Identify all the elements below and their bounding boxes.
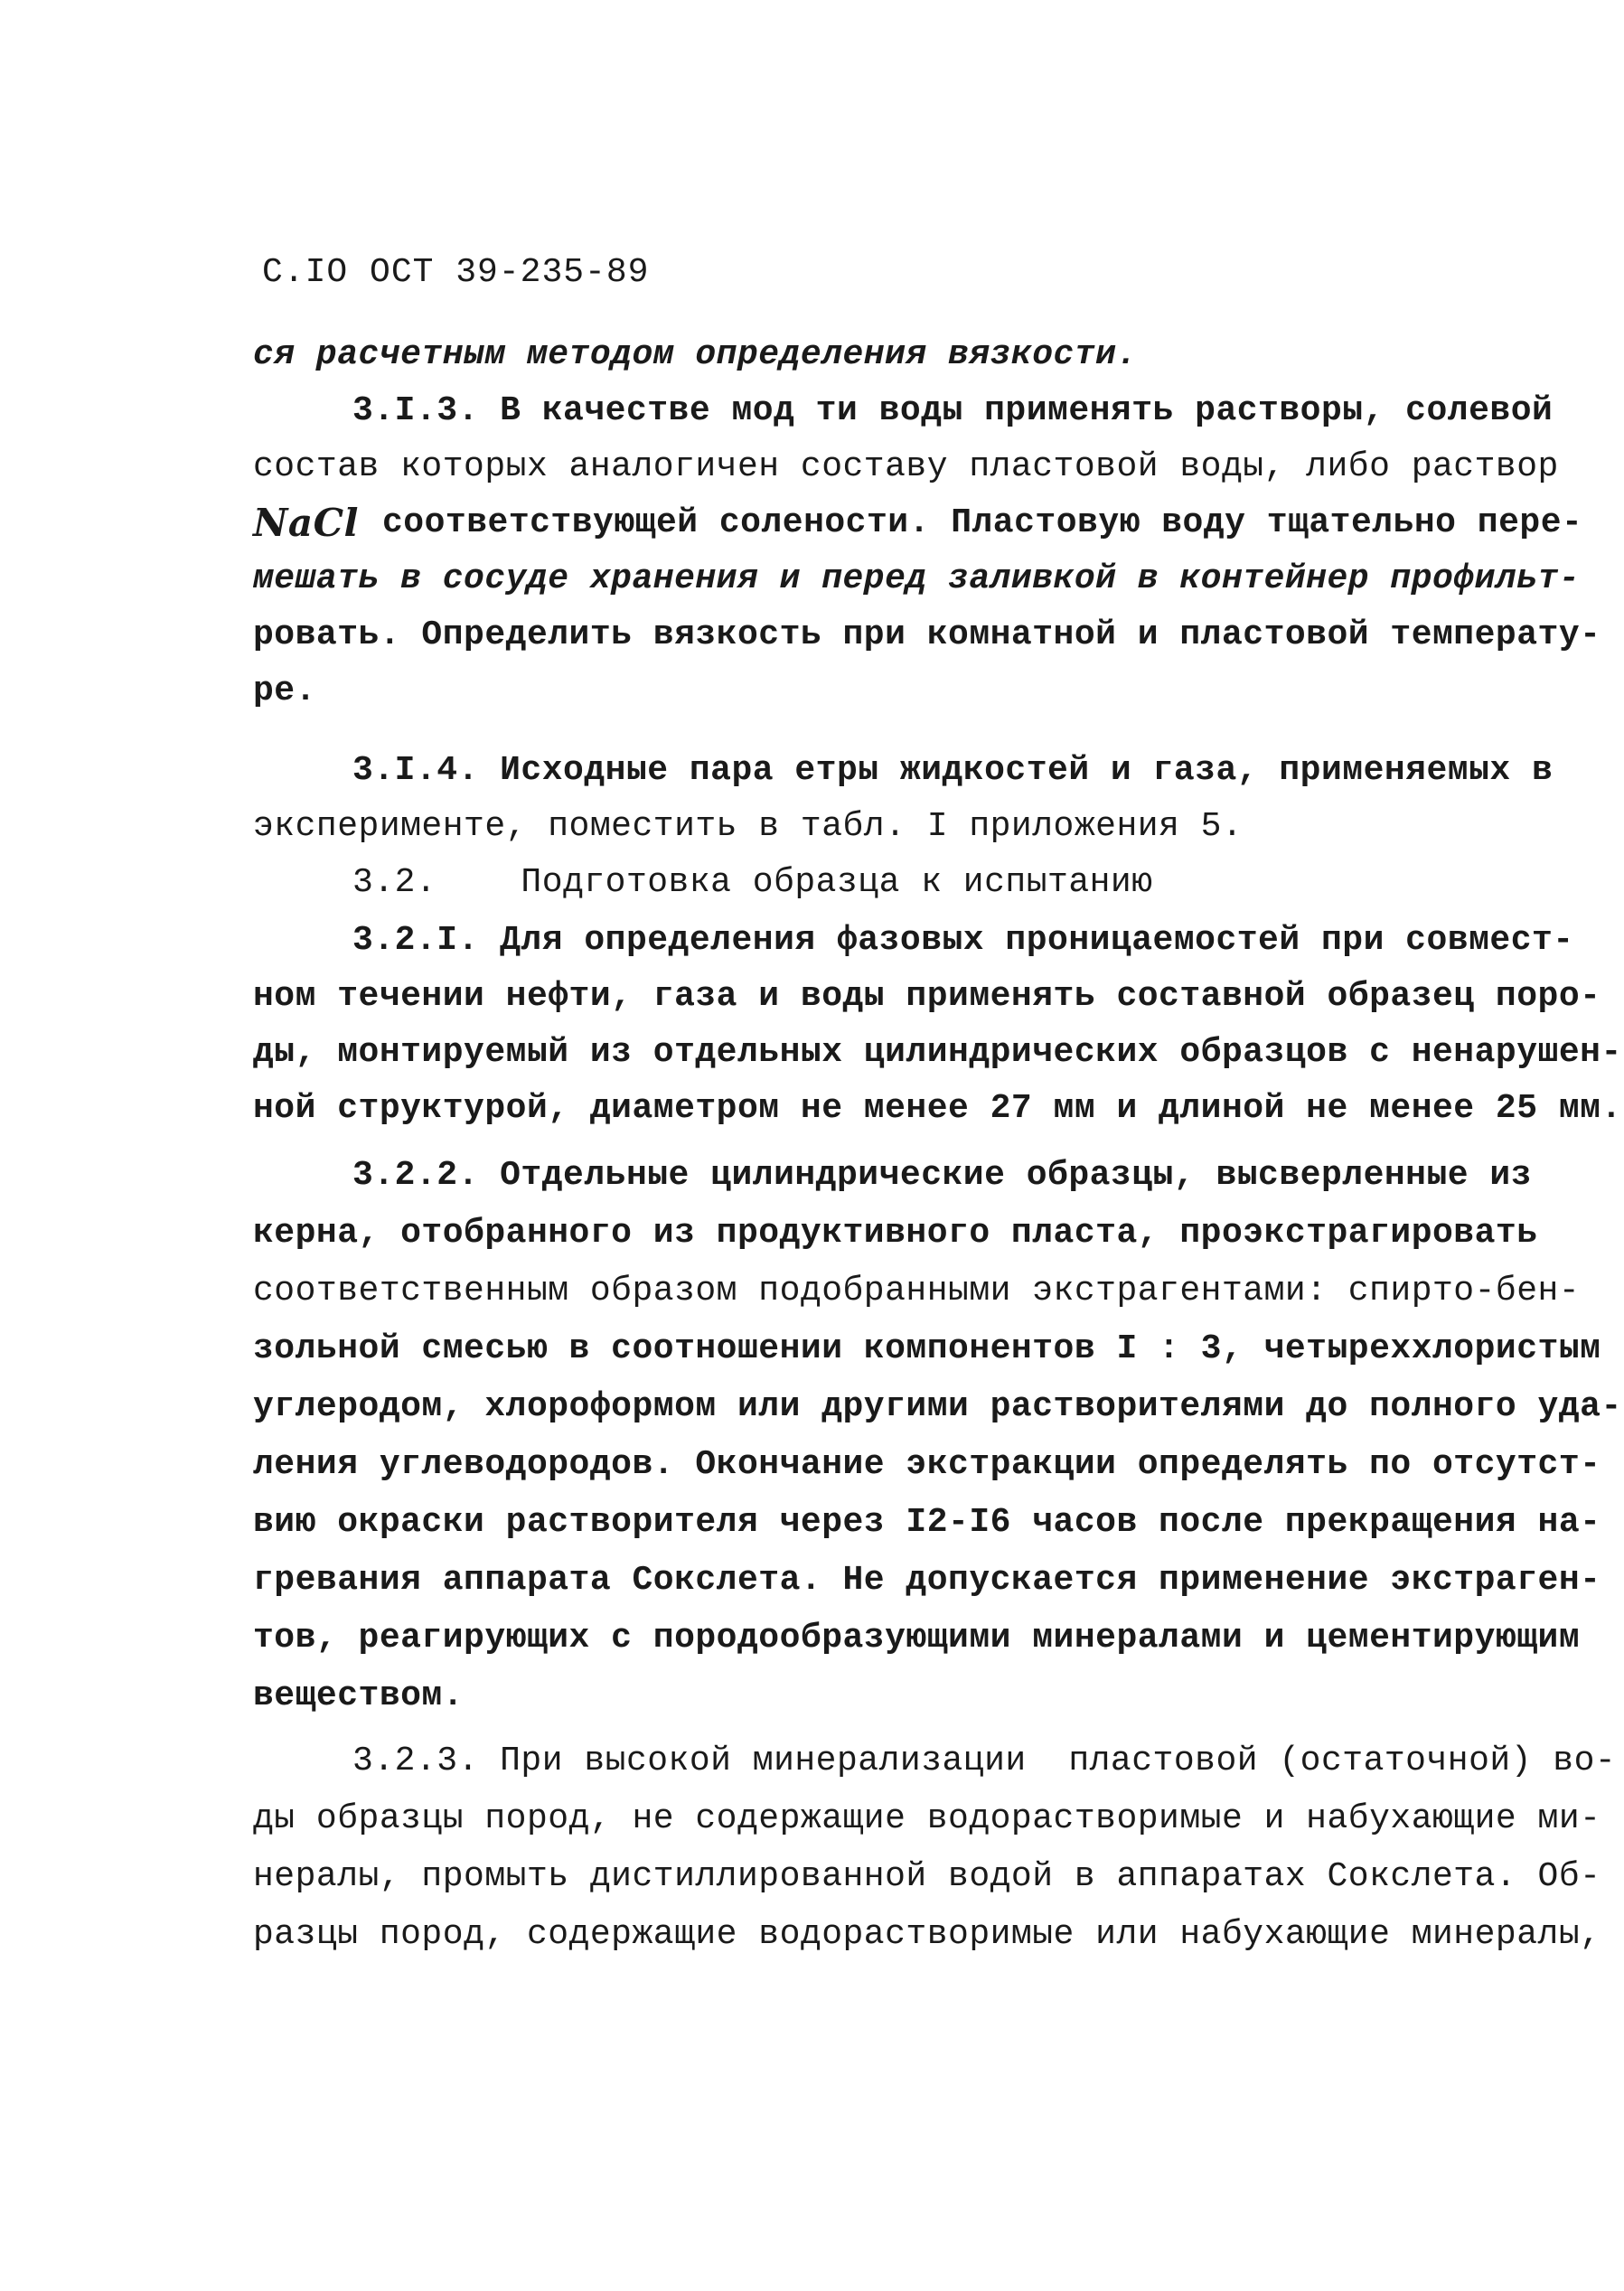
text-line: керна, отобранного из продуктивного пласта, проэкстрагировать — [253, 1214, 1538, 1253]
text-line-rest: соответствующей солености. Пластовую воду тщательно пере- — [382, 503, 1583, 542]
text-line: углеродом, хлороформом или другими растворителями до полного уда- — [253, 1387, 1622, 1426]
text-line: ления углеводородов. Окончание экстракции определять по отсутст- — [253, 1445, 1601, 1484]
section-heading: 3.2. Подготовка образца к испытанию — [352, 863, 1153, 902]
handwritten-formula: NaCl — [253, 501, 359, 545]
text-line: веществом. — [253, 1676, 465, 1715]
text-line: эксперименте, поместить в табл. I приложения 5. — [253, 807, 1244, 846]
text-line: 3.I.4. Исходные пара етры жидкостей и газа, применяемых в — [352, 751, 1554, 790]
text-line: тов, реагирующих с породообразующими минералами и цементирующим — [253, 1619, 1581, 1657]
text-line: ном течении нефти, газа и воды применять составной образец поро- — [253, 977, 1601, 1016]
text-line: ды образцы пород, не содержащие водорастворимые и набухающие ми- — [253, 1799, 1601, 1838]
text-line: 3.2.3. При высокой минерализации пластовой (остаточной) во- — [352, 1742, 1617, 1780]
text-line: разцы пород, содержащие водорастворимые или набухающие минералы, — [253, 1915, 1601, 1954]
text-line: вию окраски растворителя через I2-I6 часов после прекращения на- — [253, 1503, 1601, 1542]
text-line: ся расчетным методом определения вязкости. — [253, 335, 1138, 374]
text-line: ды, монтируемый из отдельных цилиндрических образцов с ненарушен- — [253, 1033, 1622, 1072]
text-line: 3.2.2. Отдельные цилиндрические образцы, высверленные из — [352, 1156, 1533, 1195]
text-line: зольной смесью в соотношении компонентов I : 3, четыреххлористым — [253, 1329, 1601, 1368]
text-line: 3.2.I. Для определения фазовых проницаемостей при совмест- — [352, 921, 1574, 960]
text-line: 3.I.3. В качестве мод ти воды применять растворы, солевой — [352, 391, 1554, 430]
text-line: гревания аппарата Сокслета. Не допускается применение экстраген- — [253, 1561, 1601, 1600]
text-line: нералы, промыть дистиллированной водой в аппаратах Сокслета. Об- — [253, 1857, 1601, 1896]
text-line: мешать в сосуде хранения и перед заливкой в контейнер профильт- — [253, 559, 1581, 598]
text-line — [253, 495, 1583, 551]
text-line: ной структурой, диаметром не менее 27 мм и длиной не менее 25 мм. — [253, 1089, 1622, 1128]
page-header: С.IO ОСТ 39-235-89 — [262, 253, 650, 292]
text-line: ровать. Определить вязкость при комнатной и пластовой температу- — [253, 615, 1601, 654]
text-line: ре. — [253, 671, 316, 710]
text-line: состав которых аналогичен составу пластовой воды, либо раствор — [253, 447, 1559, 486]
text-line: соответственным образом подобранными экстрагентами: спирто-бен- — [253, 1272, 1581, 1310]
